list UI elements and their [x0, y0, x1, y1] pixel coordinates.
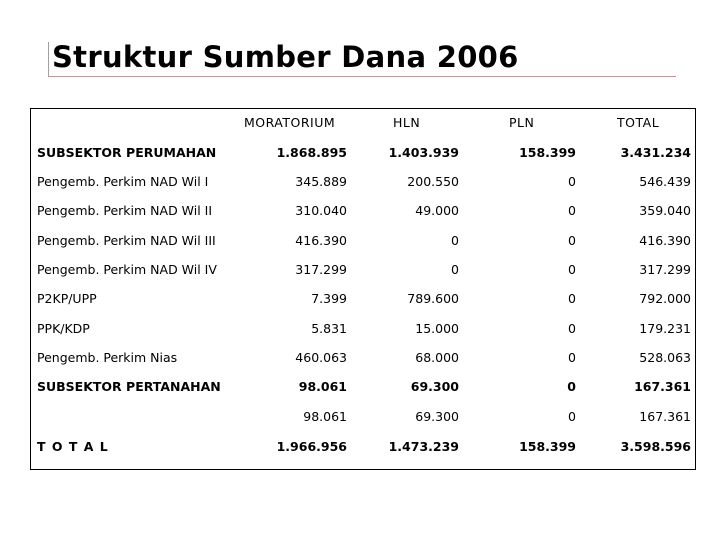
cell-hln: 1.473.239: [388, 439, 459, 454]
cell-hln: 789.600: [407, 291, 459, 306]
cell-moratorium: 317.299: [295, 262, 347, 277]
cell-pln: 0: [568, 203, 576, 218]
cell-hln: 68.000: [415, 350, 459, 365]
column-header-hln: HLN: [393, 115, 421, 130]
cell-moratorium: 460.063: [295, 350, 347, 365]
cell-moratorium: 1.966.956: [276, 439, 347, 454]
row-label: SUBSEKTOR PERTANAHAN: [37, 379, 221, 394]
row-label: Pengemb. Perkim NAD Wil II: [37, 203, 213, 218]
cell-hln: 69.300: [415, 409, 459, 424]
row-label: PPK/KDP: [37, 321, 90, 336]
cell-hln: 0: [451, 233, 459, 248]
cell-total: 3.598.596: [620, 439, 691, 454]
column-header-total: TOTAL: [617, 115, 660, 130]
cell-moratorium: 98.061: [298, 379, 347, 394]
title-rule-horizontal: [48, 76, 676, 77]
cell-total: 528.063: [639, 350, 691, 365]
row-label: Pengemb. Perkim NAD Wil III: [37, 233, 216, 248]
cell-pln: 0: [568, 350, 576, 365]
row-label: SUBSEKTOR PERUMAHAN: [37, 145, 217, 160]
cell-pln: 0: [568, 262, 576, 277]
row-label: Pengemb. Perkim Nias: [37, 350, 178, 365]
cell-total: 179.231: [639, 321, 691, 336]
cell-hln: 1.403.939: [388, 145, 459, 160]
cell-moratorium: 345.889: [295, 174, 347, 189]
cell-hln: 49.000: [415, 203, 459, 218]
cell-pln: 158.399: [519, 145, 576, 160]
row-label: Pengemb. Perkim NAD Wil I: [37, 174, 209, 189]
funding-table: [30, 108, 696, 470]
cell-total: 167.361: [634, 379, 691, 394]
row-label: T O T A L: [37, 439, 109, 454]
cell-total: 317.299: [639, 262, 691, 277]
cell-pln: 0: [568, 409, 576, 424]
column-header-moratorium: MORATORIUM: [244, 115, 336, 130]
cell-pln: 0: [568, 291, 576, 306]
cell-moratorium: 416.390: [295, 233, 347, 248]
cell-moratorium: 5.831: [311, 321, 347, 336]
cell-pln: 0: [568, 174, 576, 189]
cell-total: 546.439: [639, 174, 691, 189]
row-label: Pengemb. Perkim NAD Wil IV: [37, 262, 217, 277]
cell-moratorium: 310.040: [295, 203, 347, 218]
cell-pln: 158.399: [519, 439, 576, 454]
cell-pln: 0: [568, 321, 576, 336]
cell-total: 416.390: [639, 233, 691, 248]
cell-pln: 0: [567, 379, 576, 394]
cell-hln: 0: [451, 262, 459, 277]
slide-title: Struktur Sumber Dana 2006: [52, 40, 519, 74]
row-label: P2KP/UPP: [37, 291, 97, 306]
cell-total: 359.040: [639, 203, 691, 218]
cell-hln: 69.300: [410, 379, 459, 394]
cell-pln: 0: [568, 233, 576, 248]
cell-hln: 200.550: [407, 174, 459, 189]
cell-total: 167.361: [639, 409, 691, 424]
cell-total: 3.431.234: [620, 145, 691, 160]
cell-moratorium: 1.868.895: [276, 145, 347, 160]
cell-moratorium: 7.399: [311, 291, 347, 306]
column-header-pln: PLN: [509, 115, 535, 130]
title-rule-vertical: [48, 42, 49, 76]
cell-moratorium: 98.061: [303, 409, 347, 424]
cell-hln: 15.000: [415, 321, 459, 336]
cell-total: 792.000: [639, 291, 691, 306]
